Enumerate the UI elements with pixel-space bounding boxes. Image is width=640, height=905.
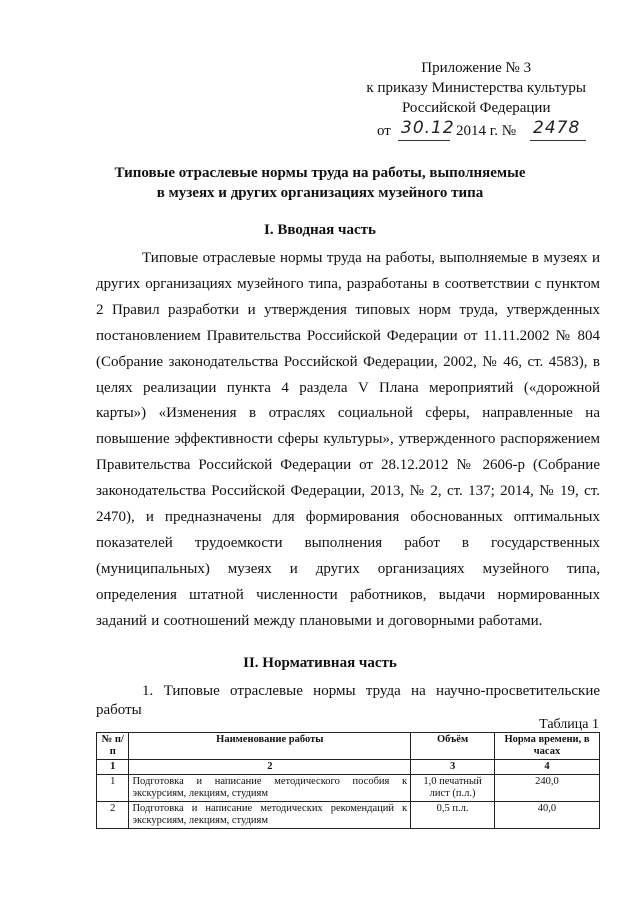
row-volume: 1,0 печатный лист (п.л.) [411,775,495,802]
header-num: № п/п [97,733,129,760]
row-num: 1 [97,775,129,802]
item-1-text: 1. Типовые отраслевые нормы труда на научно-просветительские работы [96,683,600,718]
section-1-heading: I. Вводная часть [264,222,376,238]
col-number-3: 3 [411,760,495,775]
norms-table [96,732,600,829]
title-line-2: в музеях и других организациях музейного типа [156,185,484,201]
row-num: 2 [97,802,129,829]
col-number-4: 4 [494,760,599,775]
number-underline [530,140,586,141]
section-2-heading: II. Нормативная часть [243,655,397,671]
column-number-row [97,760,600,775]
appendix-federation: Российской Федерации [401,100,551,116]
appendix-block [366,58,586,118]
appendix-order-ref: к приказу Министерства культуры [366,80,586,96]
table-header-row [97,733,600,760]
table-caption: Таблица 1 [539,717,599,732]
header-norm: Норма времени, в часах [494,733,599,760]
header-name: Наименование работы [129,733,411,760]
order-number-handwritten: 2478 [533,118,581,138]
order-date-handwritten: 30.12 [401,118,455,138]
title-line-1: Типовые отраслевые нормы труда на работы, выполняемые [114,165,526,181]
document-title [0,163,640,203]
date-underline [398,140,450,141]
order-line [0,118,640,145]
row-name: Подготовка и написание методических рекомендаций к экскурсиям, лекциям, студиям [129,802,411,829]
col-number-1: 1 [97,760,129,775]
order-prefix: от [377,123,391,139]
appendix-number: Приложение № 3 [421,60,532,76]
header-volume: Объём [411,733,495,760]
row-norm: 40,0 [494,802,599,829]
row-name: Подготовка и написание методического пособия к экскурсиям, лекциям, студиям [129,775,411,802]
table-row [97,775,600,802]
order-year: 2014 г. № [456,123,517,139]
table-row [97,802,600,829]
row-volume: 0,5 п.л. [411,802,495,829]
intro-paragraph: Типовые отраслевые нормы труда на работы, выполняемые в музеях и других организациях музейного типа, разработаны в соответствии с пунктом 2 Правил разработки и утверждения типовых норм труда, утвержденных постановлением Правительства Российской Федерации от 11.11.2002 № 804 (Собрание законодательства Российской Федерации, 2002, № 46, ст. 4583), в целях реализации пункта 4 раздела V Плана мероприятий («дорожной карты») «Изменения в отраслях социальной сферы, направленные на повышение эффективности сферы культуры», утвержденного распоряжением Правительства Российской Федерации от 28.12.2012 № 2606-р (Собрание законодательства Российской Федерации, 2013, № 2, ст. 137; 2014, № 19, ст. 2470), и предназначены для формирования обоснованных оптимальных показателей трудоемкости выполнения работ в государственных (муниципальных) музеях и других организациях музейного типа, определения штатной численности работников, выдачи нормированных заданий и соотношений между плановыми и договорными работами. [96,250,600,629]
col-number-2: 2 [129,760,411,775]
row-norm: 240,0 [494,775,599,802]
